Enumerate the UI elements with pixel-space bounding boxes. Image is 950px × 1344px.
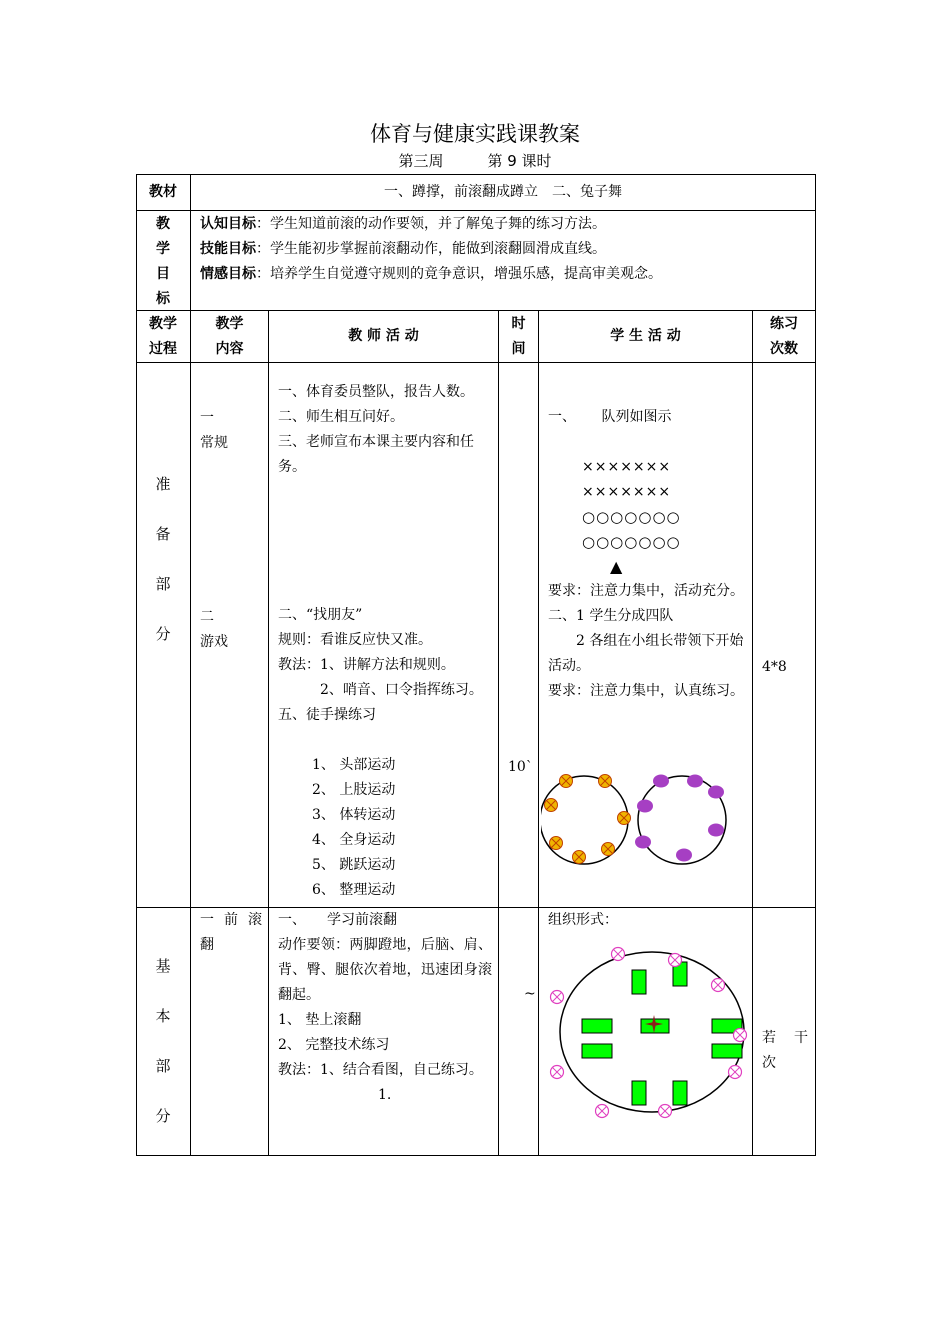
- orange-crossed-circle-icon: [573, 851, 586, 864]
- header-count: 练习 次数: [770, 316, 798, 357]
- formation-row-o: ○○○○○○○: [582, 533, 681, 551]
- header-time: 时 间: [511, 316, 526, 357]
- orange-crossed-circle-icon: [618, 812, 631, 825]
- lesson-label: 第 9 课时: [487, 152, 552, 170]
- prep-student-formation-title: 一、 队列如图示: [548, 409, 672, 425]
- pink-crossed-circle-icon: [551, 991, 564, 1004]
- page-subtitle: [0, 150, 950, 171]
- objective-cognitive: 认知目标：学生知道前滚的动作要领，并了解兔子舞的练习方法。: [200, 216, 606, 232]
- prep-teacher-routine: 一、体育委员整队，报告人数。 二、师生相互问好。 三、老师宣布本课主要内容和任务。: [278, 384, 474, 475]
- header-process: 教学 过程: [149, 316, 177, 357]
- purple-dot-icon: [676, 849, 692, 862]
- mat-block: [632, 1081, 646, 1105]
- pink-crossed-circle-icon: [612, 948, 625, 961]
- orange-crossed-circle-icon: [550, 837, 563, 850]
- purple-dot-icon: [687, 775, 703, 788]
- prep-process: 准 备 部 分: [155, 475, 171, 643]
- basic-count: 若 干次: [762, 1030, 808, 1071]
- basic-content: 一 前 滚翻: [200, 912, 262, 953]
- pink-crossed-circle-icon: [734, 1029, 747, 1042]
- objective-affective: 情感目标：培养学生自觉遵守规则的竟争意识，增强乐感，提高审美观念。: [200, 266, 662, 282]
- prep-student-requirements: 要求：注意力集中，活动充分。 二、1 学生分成四队 2 各组在小组长带领下开始活动。 要求：注意力集中，认真练习。: [548, 583, 744, 699]
- formation-row-x: ×××××××: [582, 484, 672, 500]
- pink-crossed-circle-icon: [729, 1066, 742, 1079]
- page-title: 体育与健康实践课教案: [370, 122, 580, 146]
- basic-process: 基 本 部 分: [155, 957, 171, 1125]
- mat-block: [582, 1019, 612, 1033]
- prep-content-routine: 一 常规: [200, 410, 228, 451]
- material-label: 教材: [149, 184, 177, 200]
- basic-student: 组织形式：: [548, 912, 618, 928]
- exercise-item: 1、 头部运动: [312, 757, 396, 773]
- orange-crossed-circle-icon: [602, 843, 615, 856]
- prep-teacher-game: 二、“找朋友” 规则：看谁反应快又准。 教法：1、讲解方法和规则。 2、哨音、口令指挥练习。 五、徒手操练习: [278, 607, 483, 723]
- basic-time: ~: [524, 986, 536, 1002]
- pink-crossed-circle-icon: [712, 979, 725, 992]
- pink-crossed-circle-icon: [596, 1105, 609, 1118]
- objectives-list: [200, 212, 810, 287]
- exercise-list: [312, 753, 492, 903]
- formation-row-o: ○○○○○○○: [582, 508, 681, 526]
- prep-content-game: 二 游戏: [200, 609, 228, 650]
- mat-block: [632, 970, 646, 994]
- exercise-item: 4、 全身运动: [312, 832, 396, 848]
- purple-dot-icon: [635, 836, 651, 849]
- header-teacher: 教 师 活 动: [348, 328, 419, 344]
- prep-count: 4*8: [762, 659, 787, 675]
- exercise-item: 2、 上肢运动: [312, 782, 396, 798]
- mat-block: [673, 1081, 687, 1105]
- purple-dot-icon: [708, 786, 724, 799]
- formation-row-x: ×××××××: [582, 459, 672, 475]
- mat-block: [712, 1044, 742, 1058]
- orange-crossed-circle-icon: [560, 775, 573, 788]
- orange-crossed-circle-icon: [545, 799, 558, 812]
- pink-crossed-circle-icon: [659, 1105, 672, 1118]
- lesson-plan-table: [136, 174, 816, 1156]
- purple-dot-icon: [637, 800, 653, 813]
- objective-skill: 技能目标：学生能初步掌握前滚翻动作，能做到滚翻圆滑成直线。: [200, 241, 606, 257]
- exercise-item: 6、 整理运动: [312, 882, 396, 898]
- header-student: 学 生 活 动: [610, 328, 681, 344]
- pink-crossed-circle-icon: [669, 954, 682, 967]
- material-value: 一、蹲撑，前滚翻成蹲立 二、兔子舞: [384, 184, 622, 200]
- exercise-item: 5、 跳跃运动: [312, 857, 396, 873]
- teacher-position-marker: ▲: [610, 557, 624, 576]
- week-label: 第三周: [398, 152, 444, 170]
- exercise-item: 3、 体转运动: [312, 807, 396, 823]
- circle-formation-diagram: [541, 770, 751, 865]
- header-content: 教学 内容: [215, 316, 244, 357]
- mat-formation-diagram: [540, 944, 752, 1134]
- basic-teacher: 一、 学习前滚翻 动作要领：两脚蹬地，后脑、肩、背、臀、腿依次着地，迅速团身滚翻起。 1、 垫上滚翻 2、 完整技术练习 教法：1、结合看图，自己练习。 1.: [278, 912, 492, 1103]
- mat-block: [582, 1044, 612, 1058]
- pink-crossed-circle-icon: [551, 1066, 564, 1079]
- orange-crossed-circle-icon: [599, 775, 612, 788]
- prep-time: 10`: [508, 759, 533, 775]
- formation-diagram: [582, 455, 742, 555]
- purple-dot-icon: [708, 824, 724, 837]
- purple-dot-icon: [653, 775, 669, 788]
- orange-marker-group: [545, 775, 631, 864]
- objectives-label: 教 学 目 标: [156, 216, 170, 307]
